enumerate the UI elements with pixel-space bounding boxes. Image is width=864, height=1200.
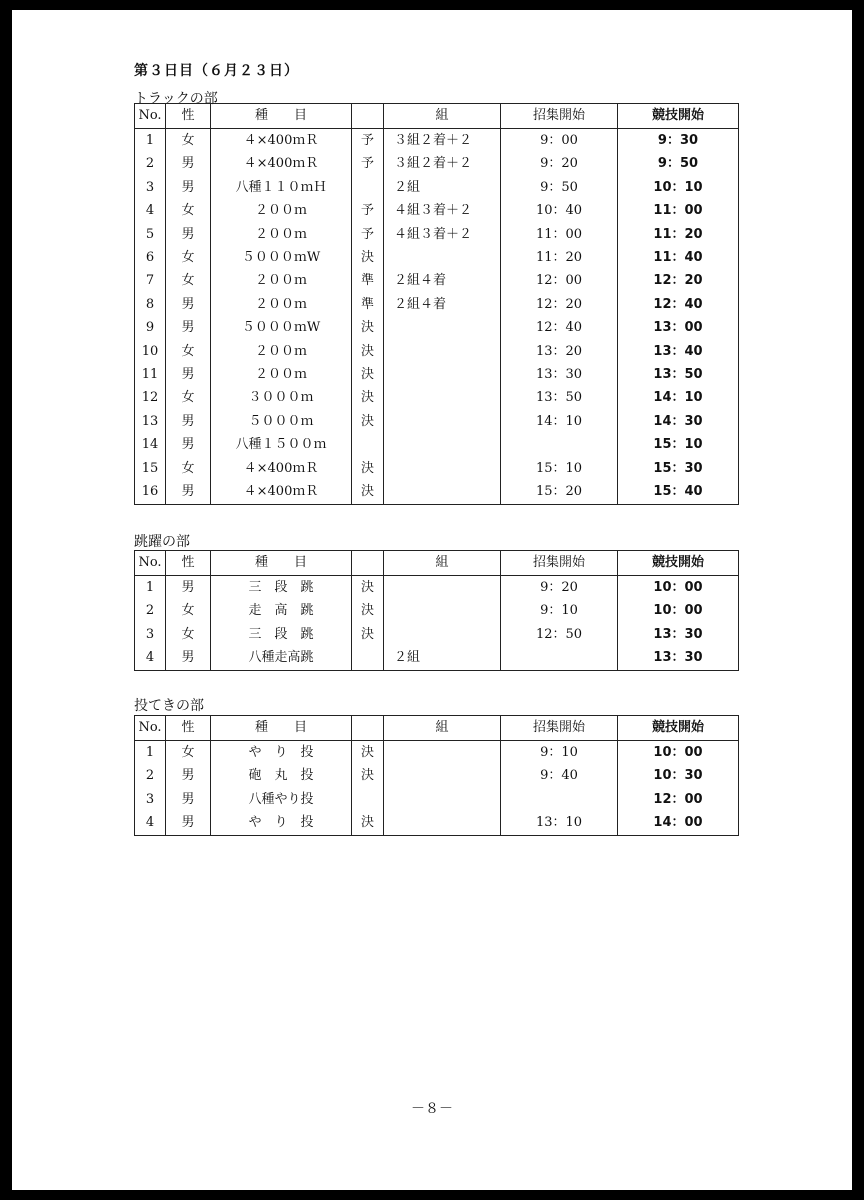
cell-round bbox=[352, 646, 384, 670]
cell-event: 八種１５００ｍ bbox=[211, 433, 352, 456]
cell-round: 決 bbox=[352, 410, 384, 433]
cell-no: 9 bbox=[135, 316, 166, 339]
table-row bbox=[135, 764, 739, 787]
cell-event: ２００ｍ bbox=[211, 293, 352, 316]
cell-sex: 男 bbox=[166, 646, 211, 670]
cell-round: 決 bbox=[352, 599, 384, 622]
cell-event: 三 段 跳 bbox=[211, 623, 352, 646]
cell-group bbox=[384, 623, 501, 646]
cell-start: 11：00 bbox=[618, 199, 739, 222]
table-row bbox=[135, 433, 739, 456]
cell-round: 準 bbox=[352, 293, 384, 316]
cell-round: 予 bbox=[352, 223, 384, 246]
cell-round: 決 bbox=[352, 386, 384, 409]
cell-group bbox=[384, 599, 501, 622]
cell-no: 5 bbox=[135, 223, 166, 246]
cell-sex: 男 bbox=[166, 433, 211, 456]
cell-round: 予 bbox=[352, 152, 384, 175]
cell-event: ５０００ｍ bbox=[211, 410, 352, 433]
table-row bbox=[135, 410, 739, 433]
cell-call bbox=[501, 646, 618, 670]
cell-group: ２組 bbox=[384, 646, 501, 670]
cell-start: 10：00 bbox=[618, 599, 739, 622]
cell-group bbox=[384, 363, 501, 386]
page-number: －８－ bbox=[411, 1101, 453, 1117]
cell-group bbox=[384, 576, 501, 600]
cell-no: 10 bbox=[135, 340, 166, 363]
cell-event: や り 投 bbox=[211, 741, 352, 765]
cell-group bbox=[384, 316, 501, 339]
cell-group: ２組４着 bbox=[384, 269, 501, 292]
cell-sex: 男 bbox=[166, 363, 211, 386]
cell-round bbox=[352, 176, 384, 199]
cell-event: 八種１１０ｍＨ bbox=[211, 176, 352, 199]
table-row bbox=[135, 576, 739, 600]
header-sex: 性 bbox=[166, 551, 211, 576]
table-row bbox=[135, 246, 739, 269]
table-row bbox=[135, 340, 739, 363]
cell-start: 10：00 bbox=[618, 576, 739, 600]
cell-call: 9：20 bbox=[501, 576, 618, 600]
cell-no: 4 bbox=[135, 199, 166, 222]
cell-start: 11：40 bbox=[618, 246, 739, 269]
cell-group bbox=[384, 480, 501, 504]
header-row bbox=[135, 104, 739, 129]
cell-round: 予 bbox=[352, 199, 384, 222]
header-round bbox=[352, 104, 384, 129]
table-row bbox=[135, 316, 739, 339]
table-row bbox=[135, 741, 739, 765]
throw-table bbox=[134, 715, 739, 836]
cell-sex: 男 bbox=[166, 480, 211, 504]
cell-round: 決 bbox=[352, 623, 384, 646]
cell-group: ２組４着 bbox=[384, 293, 501, 316]
table-row bbox=[135, 199, 739, 222]
cell-call: 13：30 bbox=[501, 363, 618, 386]
header-round bbox=[352, 551, 384, 576]
cell-start: 14：30 bbox=[618, 410, 739, 433]
cell-call bbox=[501, 788, 618, 811]
cell-no: 3 bbox=[135, 176, 166, 199]
cell-sex: 女 bbox=[166, 457, 211, 480]
cell-no: 3 bbox=[135, 623, 166, 646]
table-row bbox=[135, 457, 739, 480]
cell-start: 13：50 bbox=[618, 363, 739, 386]
cell-sex: 女 bbox=[166, 129, 211, 153]
cell-group bbox=[384, 741, 501, 765]
cell-event: ２００ｍ bbox=[211, 223, 352, 246]
cell-sex: 男 bbox=[166, 152, 211, 175]
cell-call: 10：40 bbox=[501, 199, 618, 222]
header-event: 種 目 bbox=[211, 716, 352, 741]
cell-start: 15：40 bbox=[618, 480, 739, 504]
cell-sex: 女 bbox=[166, 340, 211, 363]
cell-no: 6 bbox=[135, 246, 166, 269]
document-page bbox=[12, 10, 852, 1190]
cell-call bbox=[501, 433, 618, 456]
cell-event: ４×400ｍＲ bbox=[211, 129, 352, 153]
cell-call: 13：50 bbox=[501, 386, 618, 409]
header-group: 組 bbox=[384, 551, 501, 576]
cell-start: 15：30 bbox=[618, 457, 739, 480]
cell-group bbox=[384, 386, 501, 409]
cell-event: ４×400ｍＲ bbox=[211, 480, 352, 504]
cell-start: 13：30 bbox=[618, 646, 739, 670]
cell-sex: 男 bbox=[166, 293, 211, 316]
cell-round: 決 bbox=[352, 576, 384, 600]
cell-group: ４組３着＋２ bbox=[384, 223, 501, 246]
table-row bbox=[135, 152, 739, 175]
cell-no: 11 bbox=[135, 363, 166, 386]
cell-start: 13：00 bbox=[618, 316, 739, 339]
cell-call: 11：00 bbox=[501, 223, 618, 246]
track-section-label: トラックの部 bbox=[134, 91, 218, 107]
cell-start: 15：10 bbox=[618, 433, 739, 456]
header-event: 種 目 bbox=[211, 551, 352, 576]
cell-event: 八種やり投 bbox=[211, 788, 352, 811]
cell-call: 14：10 bbox=[501, 410, 618, 433]
cell-round: 決 bbox=[352, 457, 384, 480]
cell-sex: 女 bbox=[166, 269, 211, 292]
header-start: 競技開始 bbox=[618, 716, 739, 741]
cell-no: 1 bbox=[135, 576, 166, 600]
cell-event: 走 高 跳 bbox=[211, 599, 352, 622]
table-row bbox=[135, 176, 739, 199]
cell-event: 八種走高跳 bbox=[211, 646, 352, 670]
cell-round: 決 bbox=[352, 363, 384, 386]
cell-round: 決 bbox=[352, 246, 384, 269]
cell-sex: 女 bbox=[166, 199, 211, 222]
cell-start: 9：30 bbox=[618, 129, 739, 153]
header-call: 招集開始 bbox=[501, 551, 618, 576]
cell-group: ３組２着＋２ bbox=[384, 129, 501, 153]
cell-event: ２００ｍ bbox=[211, 199, 352, 222]
cell-start: 10：30 bbox=[618, 764, 739, 787]
cell-no: 4 bbox=[135, 811, 166, 835]
cell-group bbox=[384, 340, 501, 363]
cell-event: ４×400ｍＲ bbox=[211, 457, 352, 480]
cell-call: 9：10 bbox=[501, 741, 618, 765]
cell-start: 13：30 bbox=[618, 623, 739, 646]
cell-call: 9：40 bbox=[501, 764, 618, 787]
header-round bbox=[352, 716, 384, 741]
cell-sex: 男 bbox=[166, 176, 211, 199]
cell-event: 三 段 跳 bbox=[211, 576, 352, 600]
cell-start: 13：40 bbox=[618, 340, 739, 363]
cell-group bbox=[384, 764, 501, 787]
cell-sex: 男 bbox=[166, 764, 211, 787]
cell-event: 砲 丸 投 bbox=[211, 764, 352, 787]
cell-no: 8 bbox=[135, 293, 166, 316]
cell-round: 決 bbox=[352, 480, 384, 504]
cell-sex: 男 bbox=[166, 316, 211, 339]
cell-start: 10：10 bbox=[618, 176, 739, 199]
cell-no: 4 bbox=[135, 646, 166, 670]
cell-sex: 女 bbox=[166, 386, 211, 409]
cell-start: 14：10 bbox=[618, 386, 739, 409]
cell-group bbox=[384, 788, 501, 811]
cell-event: ５０００ｍW bbox=[211, 246, 352, 269]
table-row bbox=[135, 623, 739, 646]
cell-start: 12：40 bbox=[618, 293, 739, 316]
header-no: No. bbox=[135, 551, 166, 576]
cell-round: 決 bbox=[352, 811, 384, 835]
cell-event: ３０００ｍ bbox=[211, 386, 352, 409]
cell-sex: 女 bbox=[166, 741, 211, 765]
header-no: No. bbox=[135, 104, 166, 129]
cell-event: や り 投 bbox=[211, 811, 352, 835]
header-no: No. bbox=[135, 716, 166, 741]
cell-no: 12 bbox=[135, 386, 166, 409]
cell-start: 11：20 bbox=[618, 223, 739, 246]
table-row bbox=[135, 788, 739, 811]
cell-no: 16 bbox=[135, 480, 166, 504]
jump-section-label: 跳躍の部 bbox=[134, 534, 190, 550]
cell-call: 13：20 bbox=[501, 340, 618, 363]
table-row bbox=[135, 811, 739, 835]
header-event: 種 目 bbox=[211, 104, 352, 129]
cell-start: 10：00 bbox=[618, 741, 739, 765]
cell-group bbox=[384, 246, 501, 269]
cell-call: 9：50 bbox=[501, 176, 618, 199]
header-sex: 性 bbox=[166, 716, 211, 741]
cell-call: 9：20 bbox=[501, 152, 618, 175]
cell-start: 9：50 bbox=[618, 152, 739, 175]
cell-call: 12：40 bbox=[501, 316, 618, 339]
cell-call: 15：10 bbox=[501, 457, 618, 480]
cell-group bbox=[384, 433, 501, 456]
table-row bbox=[135, 269, 739, 292]
header-call: 招集開始 bbox=[501, 104, 618, 129]
cell-group: ２組 bbox=[384, 176, 501, 199]
cell-round: 決 bbox=[352, 340, 384, 363]
cell-no: 2 bbox=[135, 764, 166, 787]
jump-table bbox=[134, 550, 739, 671]
cell-no: 2 bbox=[135, 599, 166, 622]
cell-event: ４×400ｍＲ bbox=[211, 152, 352, 175]
cell-call: 13：10 bbox=[501, 811, 618, 835]
header-start: 競技開始 bbox=[618, 551, 739, 576]
cell-sex: 男 bbox=[166, 811, 211, 835]
cell-group: ４組３着＋２ bbox=[384, 199, 501, 222]
table-row bbox=[135, 129, 739, 153]
cell-start: 12：20 bbox=[618, 269, 739, 292]
cell-start: 14：00 bbox=[618, 811, 739, 835]
table-row bbox=[135, 386, 739, 409]
cell-no: 14 bbox=[135, 433, 166, 456]
cell-round: 予 bbox=[352, 129, 384, 153]
cell-call: 11：20 bbox=[501, 246, 618, 269]
cell-sex: 男 bbox=[166, 223, 211, 246]
table-row bbox=[135, 293, 739, 316]
header-group: 組 bbox=[384, 104, 501, 129]
cell-group bbox=[384, 811, 501, 835]
cell-event: ５０００ｍW bbox=[211, 316, 352, 339]
cell-no: 3 bbox=[135, 788, 166, 811]
cell-round bbox=[352, 788, 384, 811]
cell-no: 7 bbox=[135, 269, 166, 292]
cell-round: 準 bbox=[352, 269, 384, 292]
cell-round: 決 bbox=[352, 764, 384, 787]
cell-sex: 女 bbox=[166, 623, 211, 646]
header-start: 競技開始 bbox=[618, 104, 739, 129]
cell-event: ２００ｍ bbox=[211, 269, 352, 292]
cell-call: 9：00 bbox=[501, 129, 618, 153]
table-row bbox=[135, 223, 739, 246]
table-row bbox=[135, 599, 739, 622]
track-table bbox=[134, 103, 739, 505]
cell-call: 9：10 bbox=[501, 599, 618, 622]
header-group: 組 bbox=[384, 716, 501, 741]
cell-no: 13 bbox=[135, 410, 166, 433]
cell-sex: 男 bbox=[166, 576, 211, 600]
header-call: 招集開始 bbox=[501, 716, 618, 741]
cell-group bbox=[384, 410, 501, 433]
table-row bbox=[135, 646, 739, 670]
cell-no: 15 bbox=[135, 457, 166, 480]
cell-sex: 女 bbox=[166, 246, 211, 269]
cell-call: 12：00 bbox=[501, 269, 618, 292]
cell-no: 1 bbox=[135, 741, 166, 765]
cell-no: 1 bbox=[135, 129, 166, 153]
cell-group: ３組２着＋２ bbox=[384, 152, 501, 175]
header-row bbox=[135, 716, 739, 741]
throw-section-label: 投てきの部 bbox=[134, 698, 204, 714]
page-title: 第３日目（６月２３日） bbox=[134, 63, 299, 79]
cell-round: 決 bbox=[352, 741, 384, 765]
cell-sex: 男 bbox=[166, 788, 211, 811]
cell-start: 12：00 bbox=[618, 788, 739, 811]
cell-sex: 女 bbox=[166, 599, 211, 622]
cell-event: ２００ｍ bbox=[211, 340, 352, 363]
cell-round: 決 bbox=[352, 316, 384, 339]
cell-group bbox=[384, 457, 501, 480]
cell-event: ２００ｍ bbox=[211, 363, 352, 386]
cell-call: 12：20 bbox=[501, 293, 618, 316]
table-row bbox=[135, 363, 739, 386]
cell-call: 15：20 bbox=[501, 480, 618, 504]
cell-no: 2 bbox=[135, 152, 166, 175]
table-row bbox=[135, 480, 739, 504]
cell-round bbox=[352, 433, 384, 456]
cell-sex: 男 bbox=[166, 410, 211, 433]
header-sex: 性 bbox=[166, 104, 211, 129]
cell-call: 12：50 bbox=[501, 623, 618, 646]
header-row bbox=[135, 551, 739, 576]
